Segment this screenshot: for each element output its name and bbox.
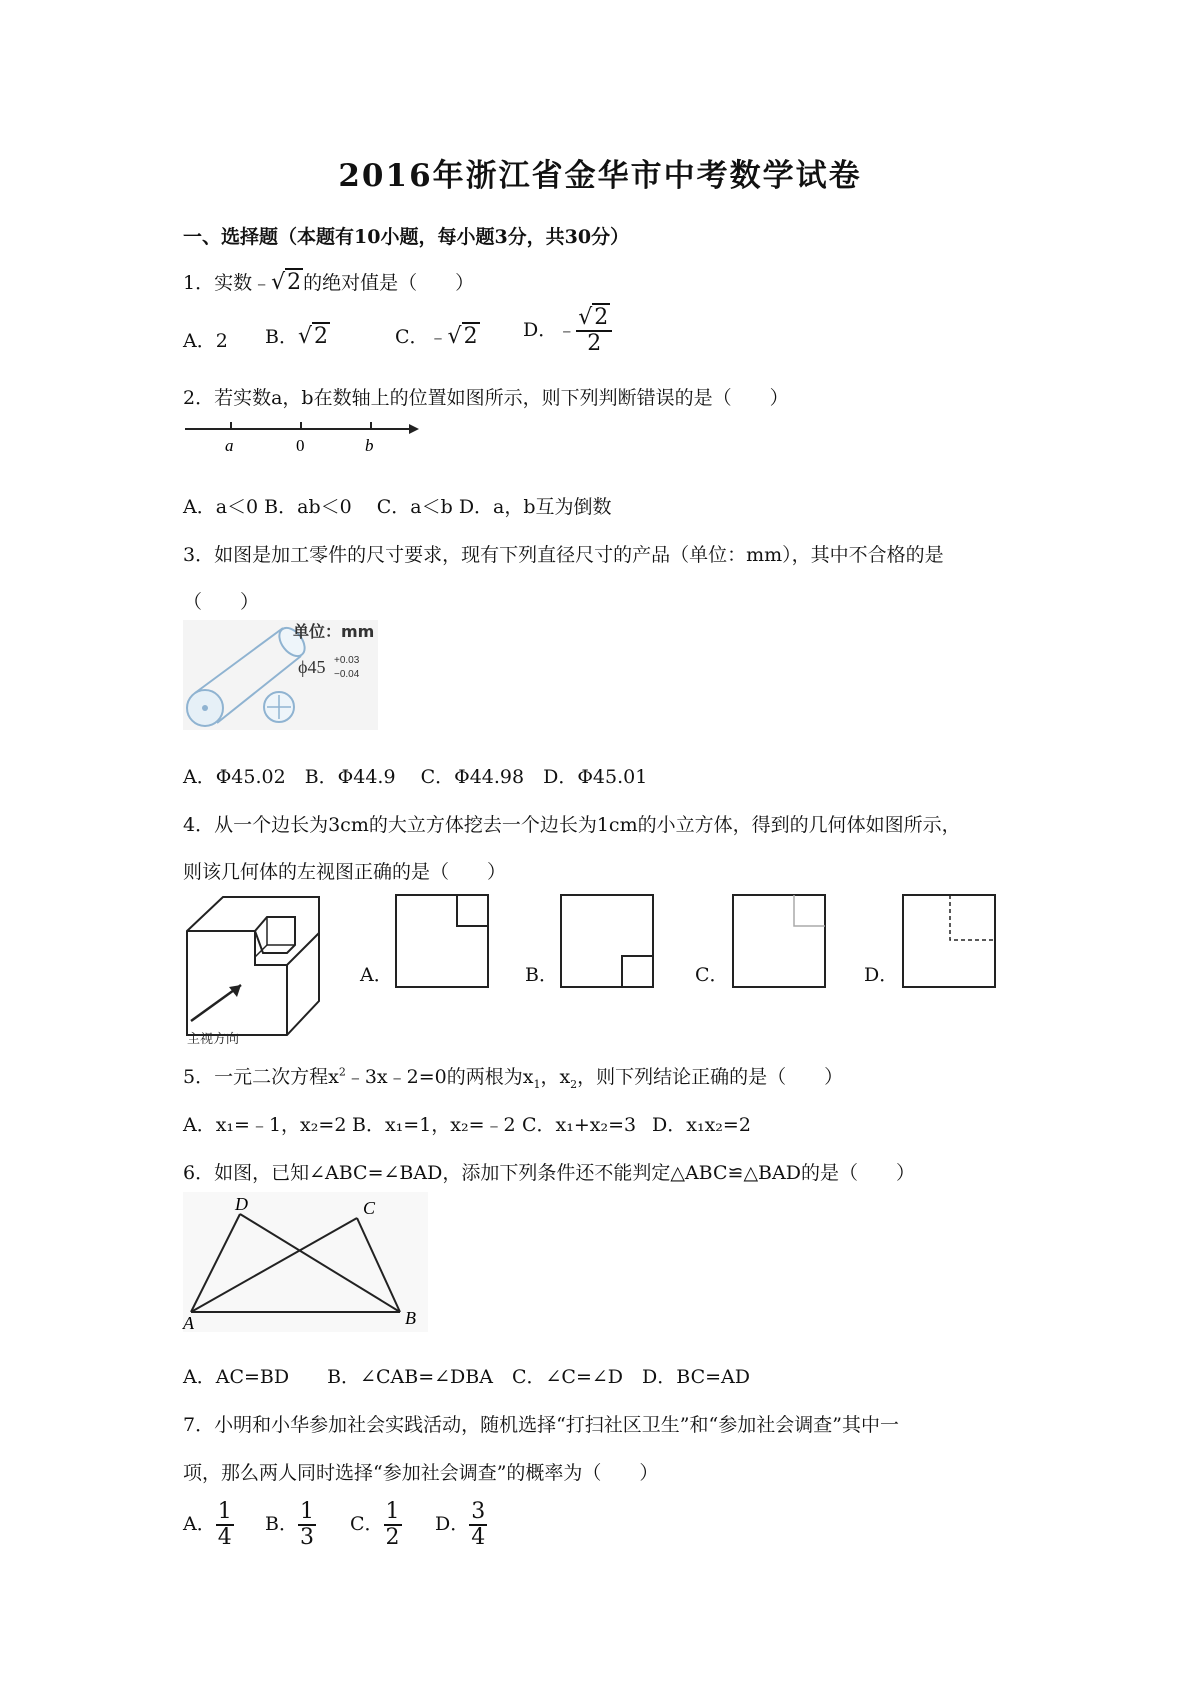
q4-option-c-label: C． <box>695 964 729 986</box>
q3-options: A．Φ45.02 B．Φ44.9 C．Φ44.98 D．Φ45.01 <box>183 766 648 788</box>
q4-stem-line2: 则该几何体的左视图正确的是（ ） <box>183 861 507 883</box>
q4-option-a-label: A． <box>360 964 393 986</box>
number-line-arrow <box>409 424 419 434</box>
label-d: D <box>235 1194 248 1214</box>
q5-option-a: A．x₁=﹣1，x₂=2 <box>183 1114 347 1136</box>
label-b: b <box>365 436 374 455</box>
view-direction-label: 主视方向 <box>187 1032 240 1047</box>
cube-figure <box>183 893 323 1045</box>
q4-option-c-figure <box>732 894 826 988</box>
q4-option-b-figure <box>560 894 654 988</box>
page-title: 2016年浙江省金华市中考数学试卷 <box>338 158 862 194</box>
q5-stem: 5．一元二次方程$x^2﹣3x﹣2=0$的两根为$x_1$，$x_2$，则下列结论正确的是（ ） <box>183 1065 844 1091</box>
q5-option-c: C．x₁+x₂=3 <box>522 1114 637 1136</box>
section-heading: 一、选择题（本题有10小题，每小题3分，共30分） <box>183 226 630 248</box>
q7-option-a: A． $\frac{1}{4}$ <box>183 1499 232 1550</box>
lower-tolerance: −0.04 <box>334 669 360 680</box>
unit-label: 单位：mm <box>293 622 375 641</box>
q7-option-c: C． $\frac{1}{2}$ <box>350 1499 400 1550</box>
number-line-figure <box>183 415 418 455</box>
q4-option-b-label: B． <box>525 964 558 986</box>
q2-stem: 2．若实数a，b在数轴上的位置如图所示，则下列判断错误的是（ ） <box>183 387 789 409</box>
upper-tolerance: +0.03 <box>334 655 360 666</box>
q4-option-d-figure <box>902 894 996 988</box>
q7-option-d: D． $\frac{3}{4}$ <box>435 1499 486 1550</box>
q1-option-d: D．﹣ $\frac{√2}{2}$ <box>523 306 612 356</box>
q6-options: A．AC=BD B．∠CAB=∠DBA C．∠C=∠D D．BC=AD <box>183 1366 750 1388</box>
q6-stem: 6．如图，已知∠ABC=∠BAD，添加下列条件还不能判定△ABC≌△BAD的是（ ） <box>183 1162 915 1184</box>
label-a: A <box>183 1313 194 1333</box>
q3-stem: 3．如图是加工零件的尺寸要求，现有下列直径尺寸的产品（单位：mm），其中不合格的是 <box>183 544 944 566</box>
q4-option-d-label: D． <box>864 964 899 986</box>
triangle-figure <box>183 1192 428 1332</box>
label-a: a <box>225 436 234 455</box>
sqrt-symbol: √2 <box>271 270 302 295</box>
q1-option-a: A．2 <box>183 330 228 352</box>
label-0: 0 <box>296 436 305 455</box>
q1-option-c: C．﹣√2 <box>395 324 478 349</box>
q4-option-a-figure <box>395 894 489 988</box>
q7-stem-line2: 项，那么两人同时选择“参加社会调查”的概率为（ ） <box>183 1462 659 1484</box>
q5-option-b: B．x₁=1，x₂=﹣2 <box>352 1114 516 1136</box>
q7-stem-line1: 7．小明和小华参加社会实践活动，随机选择“打扫社区卫生”和“参加社会调查”其中一 <box>183 1414 899 1436</box>
q5-option-d: D．x₁x₂=2 <box>652 1114 751 1136</box>
part-figure <box>183 620 378 730</box>
q2-options: A．a＜0 B．ab＜0 C．a＜b D．a，b互为倒数 <box>183 496 612 518</box>
q1-stem: 1．实数﹣√2 的绝对值是（ ） <box>183 270 475 295</box>
label-b: B <box>405 1308 416 1328</box>
q7-option-b: B． $\frac{1}{3}$ <box>265 1499 314 1550</box>
q4-stem-line1: 4．从一个边长为3cm的大立方体挖去一个边长为1cm的小立方体，得到的几何体如图所示， <box>183 814 961 836</box>
label-c: C <box>363 1198 376 1218</box>
q1-option-b: B．√2 <box>265 324 328 349</box>
phi-label: ϕ45 <box>298 657 326 677</box>
q3-paren: （ ） <box>183 591 260 613</box>
